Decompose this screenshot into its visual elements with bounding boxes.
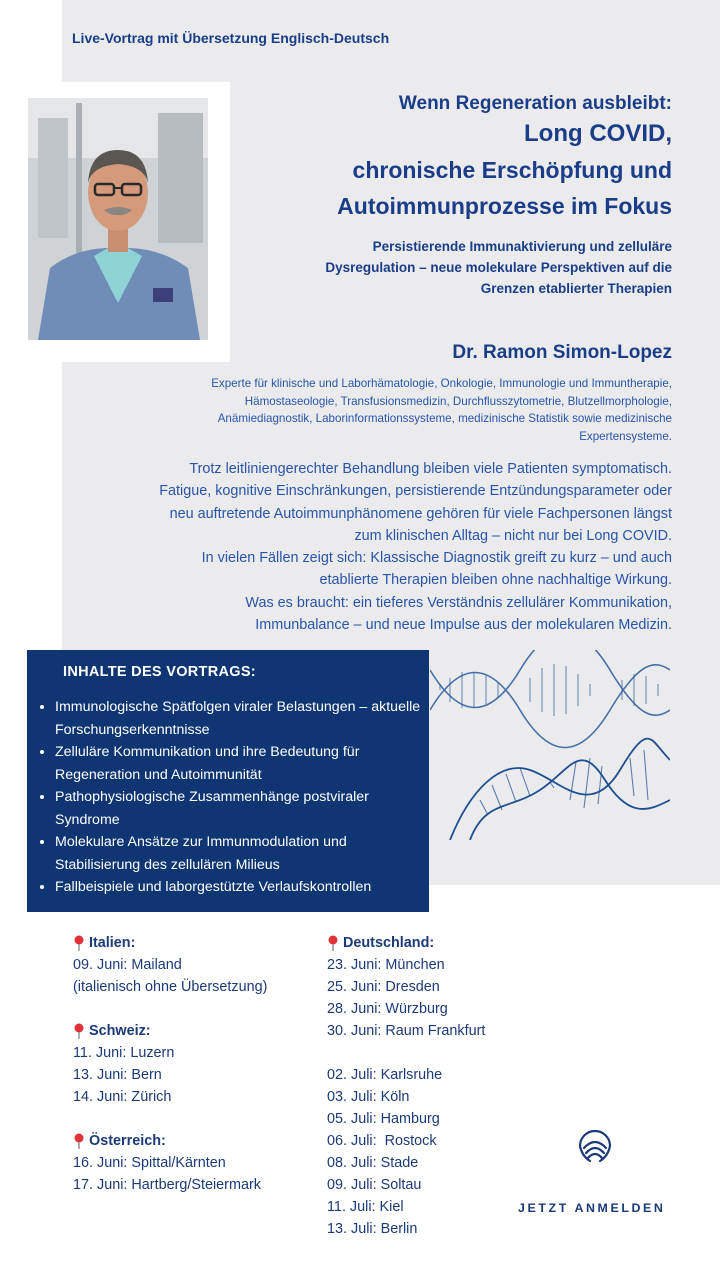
location-entry: 02. Juli: Karlsruhe bbox=[327, 1067, 443, 1083]
round-pushpin-icon bbox=[73, 1133, 85, 1149]
intro-line: zum klinischen Alltag – nicht nur bei Long COVID. bbox=[354, 527, 672, 544]
locations-column-right bbox=[327, 932, 485, 1240]
country-label: Österreich: bbox=[89, 1133, 166, 1149]
location-entry: 28. Juni: Würzburg bbox=[327, 1001, 448, 1017]
country-label: Italien: bbox=[89, 935, 136, 951]
expertise-line: Expertensysteme. bbox=[579, 429, 672, 443]
intro-line: neu auftretende Autoimmunphänomene gehören für viele Fachpersonen längst bbox=[169, 505, 672, 522]
list-item: • Molekulare Ansätze zur Immunmodulation und Stabilisierung des zellulären Milieus bbox=[55, 831, 425, 876]
country-germany bbox=[327, 932, 485, 954]
expertise-line: Experte für klinische und Laborhämatologie, Onkologie, Immunologie und Immuntherapie, bbox=[211, 377, 672, 390]
headline-line-3: Autoimmunprozesse im Fokus bbox=[337, 193, 672, 219]
round-pushpin-icon bbox=[73, 935, 85, 951]
subtitle-line-2: Dysregulation – neue molekulare Perspektiven auf die bbox=[325, 260, 672, 275]
headline-main bbox=[192, 116, 672, 224]
intro-line: Immunbalance – und neue Impulse aus der molekularen Medizin. bbox=[255, 617, 672, 634]
contents-title: INHALTE DES VORTRAGS: bbox=[63, 664, 256, 680]
subtitle-line-3: Grenzen etablierter Therapien bbox=[480, 281, 672, 296]
speaker-photo bbox=[28, 98, 208, 340]
location-entry: 13. Juli: Berlin bbox=[327, 1221, 418, 1237]
location-entry: 23. Juni: München bbox=[327, 957, 445, 973]
intro-text bbox=[72, 458, 672, 636]
location-entry: 25. Juni: Dresden bbox=[327, 979, 440, 995]
location-entry: 09. Juli: Soltau bbox=[327, 1177, 422, 1193]
country-switzerland bbox=[73, 1020, 267, 1042]
list-item: • Immunologische Spätfolgen viraler Belastungen – aktuelle Forschungserkenntnisse bbox=[55, 696, 425, 741]
register-now-button[interactable]: JETZT ANMELDEN bbox=[518, 1201, 666, 1215]
list-item: • Pathophysiologische Zusammenhänge postviraler Syndrome bbox=[55, 786, 425, 831]
headline-pre: Wenn Regeneration ausbleibt: bbox=[398, 93, 672, 114]
contents-list bbox=[37, 696, 425, 899]
intro-line: In vielen Fällen zeigt sich: Klassische Diagnostik greift zu kurz – und auch bbox=[201, 550, 672, 567]
country-italy bbox=[73, 932, 267, 954]
intro-line: Trotz leitliniengerechter Behandlung bleiben viele Patienten symptomatisch. bbox=[189, 461, 672, 477]
intro-line: Fatigue, kognitive Einschränkungen, persistierende Entzündungsparameter oder bbox=[159, 483, 672, 500]
expertise-line: Anämiediagnostik, Laborinformationssysteme, medizinische Statistik sowie medizinische bbox=[217, 412, 672, 425]
mountain-circle-logo-icon bbox=[576, 1126, 614, 1164]
location-entry: 09. Juni: Mailand bbox=[73, 957, 182, 973]
speaker-expertise bbox=[132, 375, 672, 445]
location-entry: 11. Juli: Kiel bbox=[327, 1199, 404, 1215]
round-pushpin-icon bbox=[327, 935, 339, 951]
location-note: (italienisch ohne Übersetzung) bbox=[73, 979, 268, 995]
list-item: • Zelluläre Kommunikation und ihre Bedeutung für Regeneration und Autoimmunität bbox=[55, 741, 425, 786]
list-item: • Fallbeispiele und laborgestützte Verlaufskontrollen bbox=[55, 876, 425, 899]
dna-helix-illustration bbox=[430, 650, 670, 840]
location-entry: 08. Juli: Stade bbox=[327, 1155, 419, 1171]
location-entry: 13. Juni: Bern bbox=[73, 1067, 162, 1083]
speaker-name: Dr. Ramon Simon-Lopez bbox=[452, 342, 672, 363]
headline-line-1: Long COVID, bbox=[524, 120, 672, 147]
country-label: Schweiz: bbox=[89, 1023, 151, 1039]
location-entry: 05. Juli: Hamburg bbox=[327, 1111, 440, 1127]
event-type-label: Live-Vortrag mit Übersetzung Englisch-Deutsch bbox=[72, 30, 390, 46]
location-entry: 30. Juni: Raum Frankfurt bbox=[327, 1023, 486, 1039]
subtitle-line-1: Persistierende Immunaktivierung und zelluläre bbox=[372, 239, 672, 254]
headline bbox=[192, 92, 672, 224]
round-pushpin-icon bbox=[73, 1023, 85, 1039]
headline-line-2: chronische Erschöpfung und bbox=[352, 157, 672, 183]
intro-line: Was es braucht: ein tieferes Verständnis zellulärer Kommunikation, bbox=[245, 594, 672, 611]
expertise-line: Hämostaseologie, Transfusionsmedizin, Durchflusszytometrie, Blutzellmorphologie, bbox=[244, 394, 672, 408]
intro-line: etablierte Therapien bleiben ohne nachhaltige Wirkung. bbox=[319, 572, 672, 589]
location-entry: 16. Juni: Spittal/Kärnten bbox=[73, 1155, 226, 1171]
lecture-contents-box bbox=[27, 650, 429, 912]
location-entry: 06. Juli: Rostock bbox=[327, 1133, 437, 1149]
location-entry: 11. Juni: Luzern bbox=[73, 1045, 175, 1061]
location-entry: 14. Juni: Zürich bbox=[73, 1089, 172, 1105]
location-entry: 17. Juni: Hartberg/Steiermark bbox=[73, 1177, 261, 1193]
country-austria bbox=[73, 1130, 267, 1152]
location-entry: 03. Juli: Köln bbox=[327, 1089, 410, 1105]
subtitle bbox=[232, 236, 672, 299]
country-label: Deutschland: bbox=[343, 935, 435, 951]
locations-column-left bbox=[73, 932, 267, 1196]
